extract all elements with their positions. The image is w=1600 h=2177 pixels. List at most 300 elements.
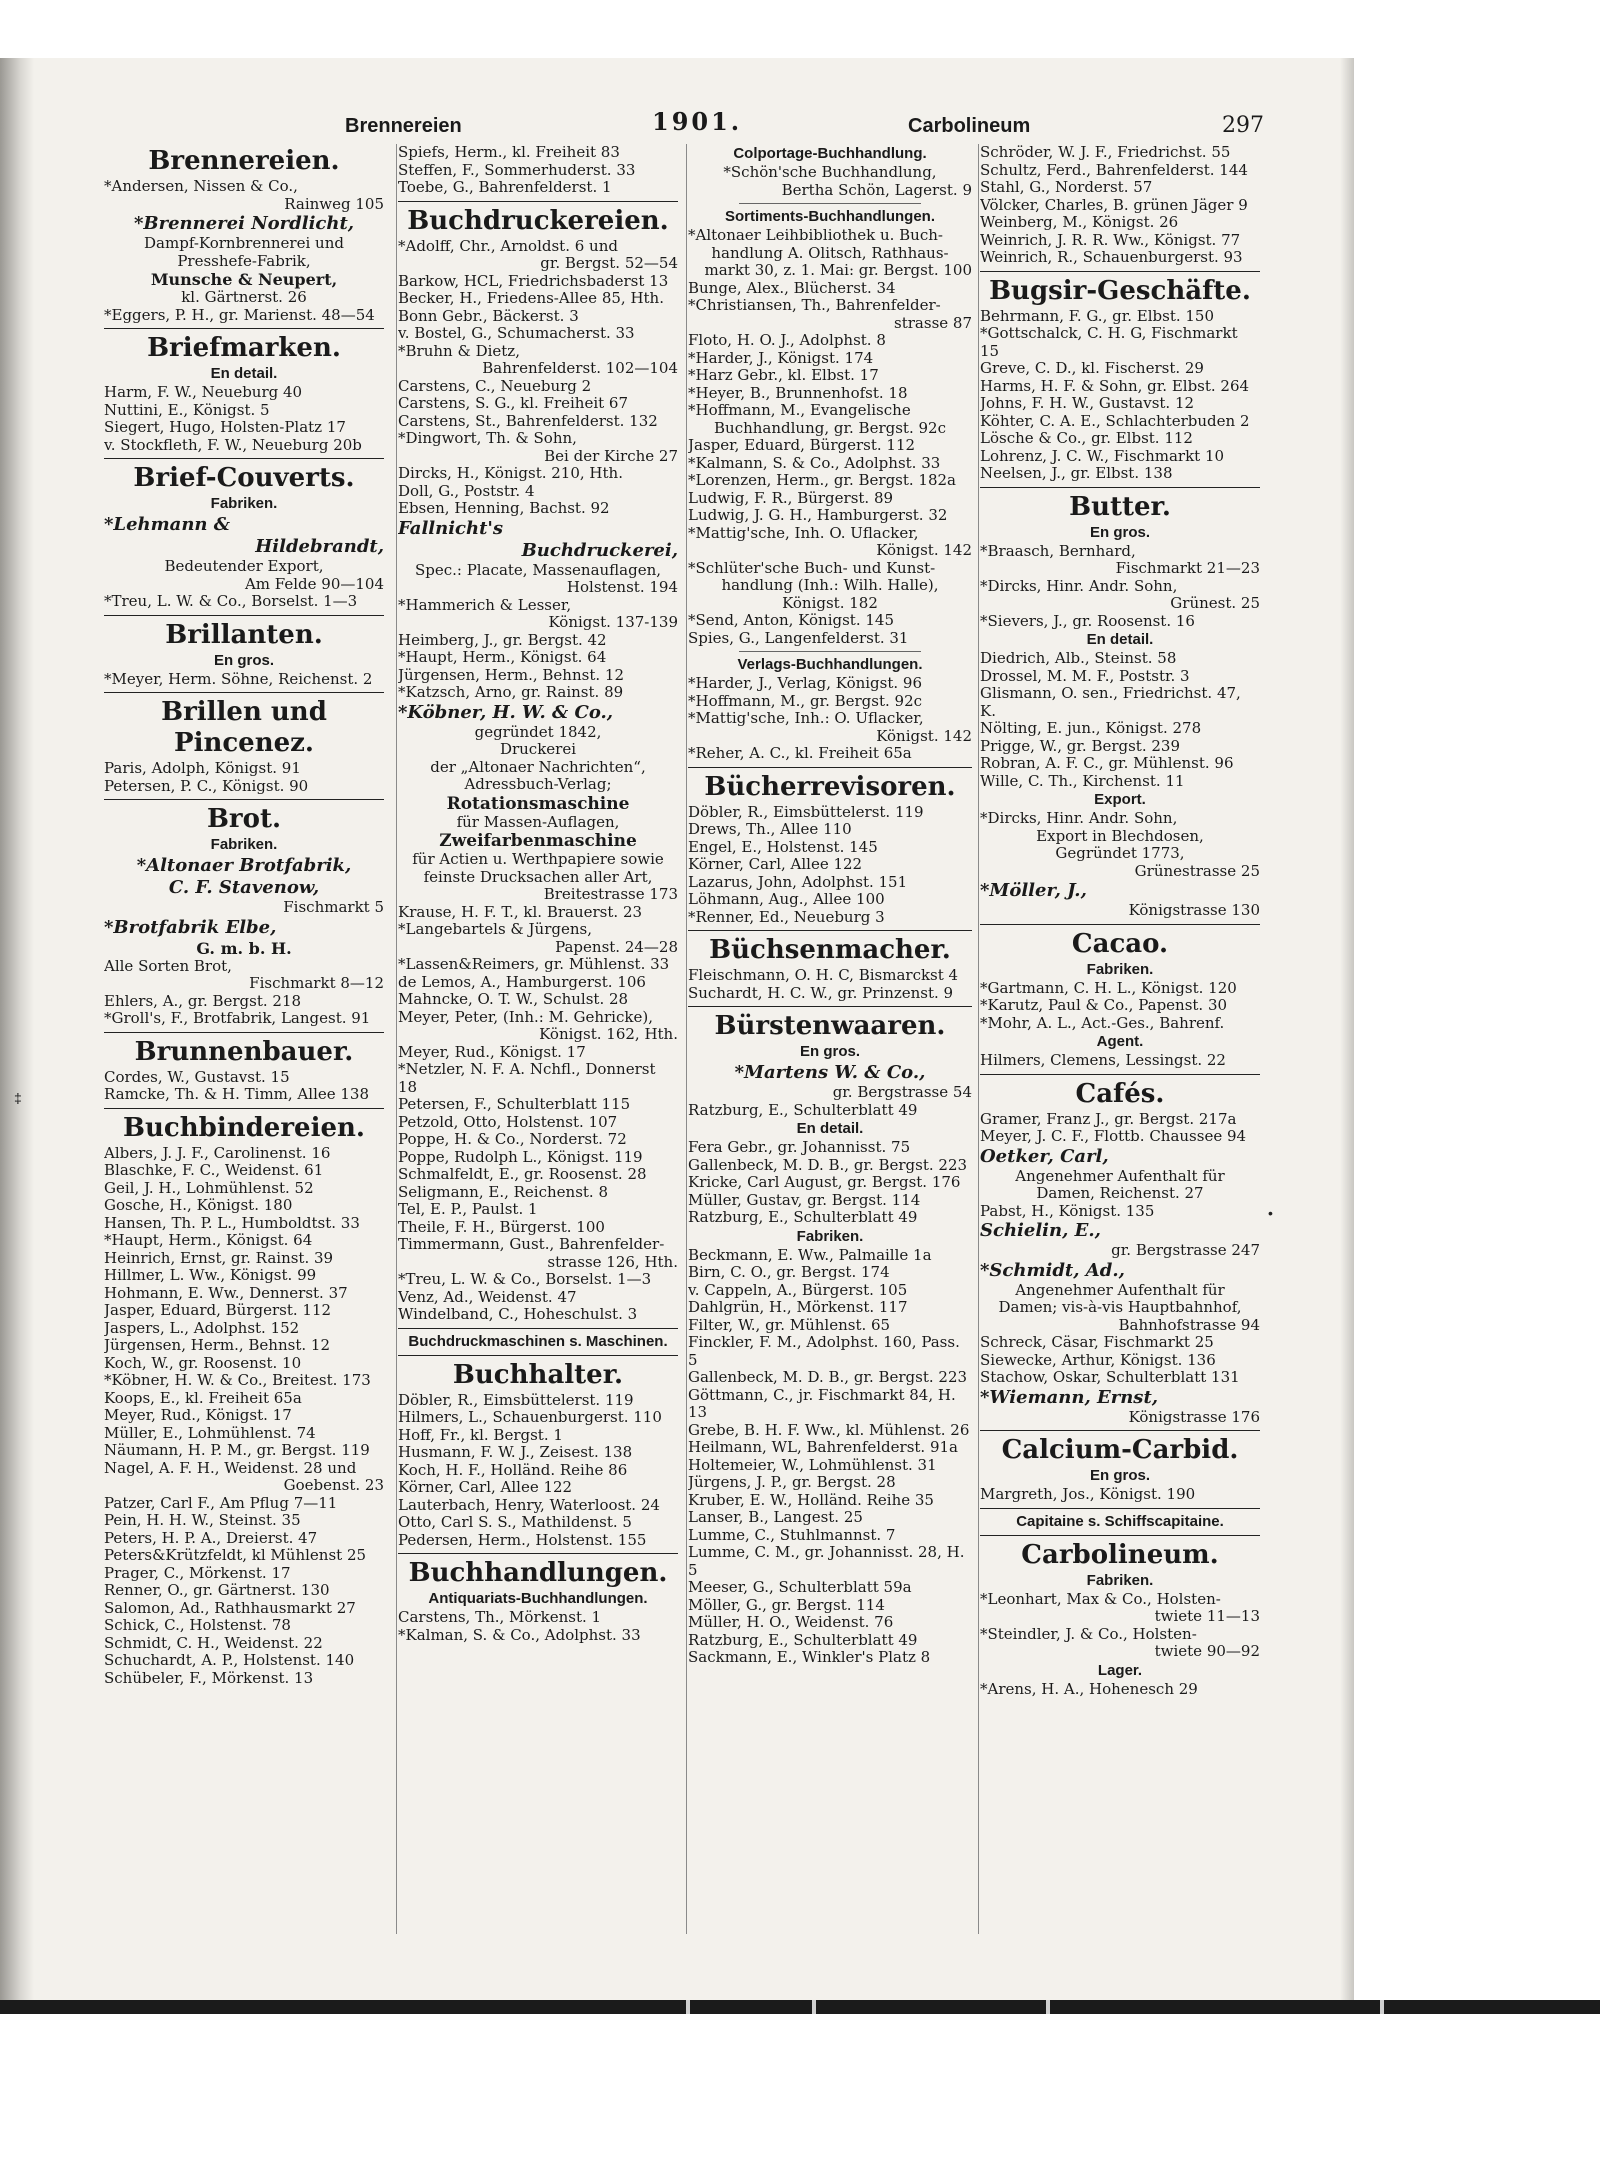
scan-bottom-strip xyxy=(0,2000,1600,2014)
directory-entry-line: Näumann, H. P. M., gr. Bergst. 119 xyxy=(104,1441,370,1459)
subsection-heading: En detail. xyxy=(1086,631,1154,648)
directory-entry-line: Königst. 162, Hth. xyxy=(539,1025,678,1043)
section-heading: Cacao. xyxy=(1071,928,1169,959)
directory-entry-line: Tel, E. P., Paulst. 1 xyxy=(398,1200,538,1218)
directory-entry-line: Dircks, H., Königst. 210, Hth. xyxy=(398,464,623,482)
directory-entry-line: handlung (Inh.: Wilh. Halle), xyxy=(721,576,939,594)
subsection-heading: En gros. xyxy=(213,651,274,669)
directory-entry-line: Suchardt, H. C. W., gr. Prinzenst. 9 xyxy=(688,983,954,1002)
directory-entry-line: Renner, O., gr. Gärtnerst. 130 xyxy=(104,1581,330,1599)
subsection-heading: En gros. xyxy=(1089,523,1150,541)
directory-entry-line: *Altonaer Brotfabrik, xyxy=(136,855,352,876)
section-rule xyxy=(688,1006,972,1007)
directory-entry-line: Petersen, F., Schulterblatt 115 xyxy=(398,1095,631,1113)
directory-entry-line: *Adolff, Chr., Arnoldst. 6 und xyxy=(398,236,618,255)
directory-entry-line: Nölting, E. jun., Königst. 278 xyxy=(980,719,1202,737)
directory-entry-line: Becker, H., Friedens-Allee 85, Hth. xyxy=(398,289,664,307)
directory-entry-line: Ludwig, F. R., Bürgerst. 89 xyxy=(688,488,894,507)
directory-entry-line: Adressbuch-Verlag; xyxy=(464,775,612,793)
directory-entry-line: Bunge, Alex., Blücherst. 34 xyxy=(688,278,896,297)
directory-entry-line: Müller, Gustav, gr. Bergst. 114 xyxy=(688,1190,921,1209)
directory-entry-line: gr. Bergst. 52—54 xyxy=(540,254,678,272)
directory-entry-line: Angenehmer Aufenthalt für xyxy=(1015,1280,1225,1299)
directory-entry-line: Weinrich, R., Schauenburgerst. 93 xyxy=(980,248,1243,266)
directory-entry-line: Margreth, Jos., Königst. 190 xyxy=(980,1485,1196,1503)
running-header-left: Brennereien xyxy=(345,115,462,137)
directory-entry-line: *Renner, Ed., Neueburg 3 xyxy=(688,907,885,926)
directory-entry-line: *Treu, L. W. & Co., Borselst. 1—3 xyxy=(398,1270,652,1288)
directory-entry-line: Patzer, Carl F., Am Pflug 7—11 xyxy=(104,1493,338,1512)
subsection-heading: Fabriken. xyxy=(1086,960,1154,978)
directory-entry-line: Papenst. 24—28 xyxy=(555,937,678,956)
directory-entry-line: Steffen, F., Sommerhuderst. 33 xyxy=(398,160,636,179)
directory-entry-line: Fischmarkt 21—23 xyxy=(1115,559,1260,577)
directory-entry-line: Schröder, W. J. F., Friedrichst. 55 xyxy=(980,144,1231,161)
directory-entry-line: Jürgens, J. P., gr. Bergst. 28 xyxy=(688,1473,896,1491)
subsection-heading: En gros. xyxy=(799,1043,860,1060)
directory-entry-line: Timmermann, Gust., Bahrenfelder- xyxy=(398,1235,665,1253)
section-rule xyxy=(398,1328,678,1329)
directory-entry-line: Peters, H. P. A., Dreierst. 47 xyxy=(104,1528,318,1547)
directory-entry-line: Jürgensen, Herm., Behnst. 12 xyxy=(398,665,624,684)
directory-entry-line: *Groll's, F., Brotfabrik, Langest. 91 xyxy=(104,1009,371,1027)
directory-entry-line: Dampf-Kornbrennerei und xyxy=(144,234,344,252)
directory-entry-line: Krause, H. F. T., kl. Brauerst. 23 xyxy=(398,902,643,921)
directory-entry-line: *Andersen, Nissen & Co., xyxy=(104,177,298,195)
directory-entry-line: *Heyer, B., Brunnenhofst. 18 xyxy=(688,383,908,402)
directory-entry-line: Peters&Krützfeldt, kl Mühlenst 25 xyxy=(104,1546,367,1564)
directory-entry-line: *Möller, J., xyxy=(980,880,1087,901)
subsection-heading: Colportage-Buchhandlung. xyxy=(733,145,927,162)
directory-entry-line: feinste Drucksachen aller Art, xyxy=(423,867,653,886)
directory-entry-line: gegründet 1842, xyxy=(474,722,602,741)
section-rule xyxy=(980,487,1260,488)
directory-entry-line: Breitestrasse 173 xyxy=(543,885,678,903)
directory-entry-line: Blaschke, F. C., Weidenst. 61 xyxy=(104,1161,324,1179)
directory-entry-line: Körner, Carl, Allee 122 xyxy=(398,1478,573,1496)
directory-entry-line: Kruber, E. W., Holländ. Reihe 35 xyxy=(688,1490,934,1509)
directory-entry-line: Barkow, HCL, Friedrichsbaderst 13 xyxy=(398,271,669,290)
section-heading: Bücherrevisoren. xyxy=(704,771,956,802)
directory-entry-line: v. Stockfleth, F. W., Neueburg 20b xyxy=(104,435,362,454)
directory-entry-line: *Karutz, Paul & Co., Papenst. 30 xyxy=(980,996,1228,1014)
subsection-heading: Buchdruckmaschinen s. Maschinen. xyxy=(408,1332,668,1350)
directory-entry-line: Neelsen, J., gr. Elbst. 138 xyxy=(980,464,1173,482)
directory-entry-line: *Haupt, Herm., Königst. 64 xyxy=(104,1231,313,1249)
directory-entry-line: Toebe, G., Bahrenfelderst. 1 xyxy=(398,178,612,196)
section-heading: Brennereien. xyxy=(148,146,340,176)
directory-entry-line: Harm, F. W., Neueburg 40 xyxy=(104,383,303,401)
directory-entry-line: Angenehmer Aufenthalt für xyxy=(1015,1166,1225,1185)
subsection-heading: Fabriken. xyxy=(796,1227,864,1245)
directory-entry-line: Meeser, G., Schulterblatt 59a xyxy=(688,1578,912,1596)
directory-entry-line: Dahlgrün, H., Mörkenst. 117 xyxy=(688,1298,908,1316)
directory-entry-line: v. Bostel, G., Schumacherst. 33 xyxy=(398,324,635,342)
directory-entry-line: Grünest. 25 xyxy=(1170,594,1260,612)
directory-entry-line: Filter, W., gr. Mühlenst. 65 xyxy=(688,1315,891,1334)
directory-entry-line: Schielin, E., xyxy=(980,1220,1101,1241)
section-rule xyxy=(980,271,1260,272)
directory-entry-line: *Kalmann, S. & Co., Adolphst. 33 xyxy=(688,453,941,472)
directory-entry-line: Fallnicht's xyxy=(398,517,504,539)
directory-entry-line: Meyer, Peter, (Inh.: M. Gehricke), xyxy=(398,1007,653,1026)
directory-entry-line: Lösche & Co., gr. Elbst. 112 xyxy=(980,429,1193,447)
directory-entry-line: *Lassen&Reimers, gr. Mühlenst. 33 xyxy=(398,955,670,973)
directory-entry-line: Poppe, Rudolph L., Königst. 119 xyxy=(398,1147,643,1166)
directory-entry-line: Seligmann, E., Reichenst. 8 xyxy=(398,1182,608,1201)
directory-entry-line: Wille, C. Th., Kirchenst. 11 xyxy=(980,771,1185,790)
directory-entry-line: Schick, C., Holstenst. 78 xyxy=(104,1616,291,1634)
directory-entry-line: Königstrasse 130 xyxy=(1128,901,1260,919)
directory-entry-line: *Treu, L. W. & Co., Borselst. 1—3 xyxy=(104,592,358,610)
directory-entry-line: Lanser, B., Langest. 25 xyxy=(688,1508,863,1526)
directory-entry-line: Lohrenz, J. C. W., Fischmarkt 10 xyxy=(980,446,1225,465)
directory-entry-line: Buchdruckerei, xyxy=(521,539,678,561)
directory-entry-line: *Mattig'sche, Inh. O. Uflacker, xyxy=(688,523,919,542)
directory-entry-line: Holstenst. 194 xyxy=(566,578,678,596)
directory-entry-line: gr. Bergstrasse 54 xyxy=(832,1083,972,1101)
directory-entry-line: *Langebartels & Jürgens, xyxy=(398,920,592,938)
directory-entry-line: *Dingwort, Th. & Sohn, xyxy=(398,429,577,447)
directory-entry-line: Husmann, F. W. J., Zeisest. 138 xyxy=(398,1443,633,1461)
directory-entry-line: *Sievers, J., gr. Roosenst. 16 xyxy=(980,611,1195,630)
directory-entry-line: Stachow, Oskar, Schulterblatt 131 xyxy=(980,1368,1240,1386)
section-rule xyxy=(980,1535,1260,1536)
page-number: 297 xyxy=(1222,113,1264,138)
scan-strip-notch xyxy=(812,2000,816,2014)
directory-entry-line: Hildebrandt, xyxy=(255,536,384,557)
directory-entry-line: Bertha Schön, Lagerst. 9 xyxy=(781,180,972,199)
subsection-heading: Agent. xyxy=(1096,1033,1144,1050)
subsection-heading: En detail. xyxy=(796,1120,864,1137)
directory-entry-line: Sackmann, E., Winkler's Platz 8 xyxy=(688,1648,931,1666)
directory-entry-line: Presshefe-Fabrik, xyxy=(177,251,311,270)
directory-entry-line: Spies, G., Langenfelderst. 31 xyxy=(688,628,909,647)
directory-entry-line: Spec.: Placate, Massenauflagen, xyxy=(414,560,662,579)
directory-entry-line: Hilmers, L., Schauenburgerst. 110 xyxy=(398,1408,662,1426)
directory-entry-line: Königstrasse 176 xyxy=(1128,1407,1260,1426)
directory-entry-line: twiete 90—92 xyxy=(1154,1642,1260,1660)
subsection-heading: Export. xyxy=(1094,791,1146,808)
section-heading: Brillanten. xyxy=(165,619,323,650)
directory-entry-line: Jürgensen, Herm., Behnst. 12 xyxy=(104,1336,330,1354)
directory-entry-line: Völcker, Charles, B. grünen Jäger 9 xyxy=(980,195,1248,214)
section-rule xyxy=(104,799,384,800)
directory-entry-line: Petersen, P. C., Königst. 90 xyxy=(104,776,309,795)
directory-entry-line: Harms, H. F. & Sohn, gr. Elbst. 264 xyxy=(980,376,1250,395)
directory-entry-line: Nagel, A. F. H., Weidenst. 28 und xyxy=(104,1458,357,1477)
directory-entry-line: C. F. Stavenow, xyxy=(168,877,320,898)
directory-entry-line: *Schmidt, Ad., xyxy=(980,1259,1125,1281)
directory-entry-line: Nuttini, E., Königst. 5 xyxy=(104,400,270,419)
section-rule xyxy=(980,924,1260,925)
directory-entry-line: *Arens, H. A., Hohenesch 29 xyxy=(980,1679,1198,1698)
subsection-heading: Verlags-Buchhandlungen. xyxy=(737,656,923,673)
directory-entry-line: Schuchardt, A. P., Holstenst. 140 xyxy=(104,1651,355,1669)
directory-entry-line: *Brennerei Nordlicht, xyxy=(133,213,355,234)
directory-entry-line: Floto, H. O. J., Adolphst. 8 xyxy=(688,331,886,349)
directory-entry-line: Carstens, C., Neueburg 2 xyxy=(398,376,592,395)
directory-entry-line: v. Cappeln, A., Bürgerst. 105 xyxy=(688,1280,908,1299)
directory-entry-line: *Wiemann, Ernst, xyxy=(980,1386,1159,1408)
directory-entry-line: *Harder, J., Verlag, Königst. 96 xyxy=(688,674,923,692)
section-heading: Carbolineum. xyxy=(1021,1539,1219,1570)
section-rule xyxy=(104,692,384,693)
short-rule xyxy=(739,203,921,204)
directory-entry-line: Gallenbeck, M. D. B., gr. Bergst. 223 xyxy=(688,1368,968,1386)
scan-strip-notch xyxy=(686,2000,690,2014)
directory-entry-line: der „Altonaer Nachrichten“, xyxy=(430,757,646,776)
directory-entry-line: für Actien u. Werthpapiere sowie xyxy=(412,850,664,868)
directory-entry-line: Mahncke, O. T. W., Schulst. 28 xyxy=(398,990,629,1008)
directory-entry-line: Venz, Ad., Weidenst. 47 xyxy=(398,1287,577,1306)
directory-entry-line: Siewecke, Arthur, Königst. 136 xyxy=(980,1350,1216,1369)
section-heading: Brief-Couverts. xyxy=(133,463,355,493)
directory-entry-line: *Schön'sche Buchhandlung, xyxy=(723,163,937,181)
section-heading: Brillen und Pincenez. xyxy=(161,697,327,758)
section-rule xyxy=(688,930,972,931)
directory-entry-line: Fischmarkt 8—12 xyxy=(249,974,384,992)
directory-entry-line: Lumme, C. M., gr. Johannisst. 28, H. 5 xyxy=(688,1543,965,1579)
directory-entry-line: Königst. 137-139 xyxy=(548,613,678,631)
directory-entry-line: Bei der Kirche 27 xyxy=(544,446,678,465)
section-rule xyxy=(398,1553,678,1554)
directory-entry-line: *Kalman, S. & Co., Adolphst. 33 xyxy=(398,1625,641,1644)
directory-entry-line: strasse 87 xyxy=(894,313,972,332)
directory-entry-line: Damen, Reichenst. 27 xyxy=(1036,1184,1204,1202)
directory-entry-line: Meyer, Rud., Königst. 17 xyxy=(104,1406,292,1424)
directory-entry-line: Prager, C., Mörkenst. 17 xyxy=(104,1563,291,1582)
directory-entry-line: Drews, Th., Allee 110 xyxy=(688,820,852,838)
directory-entry-line: Weinberg, M., Königst. 26 xyxy=(980,213,1179,231)
directory-entry-line: Ludwig, J. G. H., Hamburgerst. 32 xyxy=(688,506,948,524)
section-rule xyxy=(104,615,384,616)
directory-entry-line: *Brotfabrik Elbe, xyxy=(104,916,277,938)
directory-entry-line: Cordes, W., Gustavst. 15 xyxy=(104,1067,290,1086)
directory-entry-line: Windelband, C., Hoheschulst. 3 xyxy=(398,1305,638,1323)
directory-entry-line: Otto, Carl S. S., Mathildenst. 5 xyxy=(398,1513,632,1531)
directory-entry-line: Rainweg 105 xyxy=(284,194,384,213)
directory-entry-line: Stahl, G., Norderst. 57 xyxy=(980,178,1153,196)
section-heading: Büchsenmacher. xyxy=(709,935,951,965)
directory-entry-line: Schmidt, C. H., Weidenst. 22 xyxy=(104,1633,323,1652)
directory-entry-line: Koch, H. F., Holländ. Reihe 86 xyxy=(398,1460,628,1479)
directory-entry-line: Lauterbach, Henry, Waterloost. 24 xyxy=(398,1495,660,1514)
directory-entry-line: Jaspers, L., Adolphst. 152 xyxy=(104,1318,300,1337)
scan-strip-notch xyxy=(1046,2000,1050,2014)
directory-entry-line: Heilmann, WL, Bahrenfelderst. 91a xyxy=(688,1438,958,1456)
directory-entry-line: Jasper, Eduard, Bürgerst. 112 xyxy=(688,436,916,454)
directory-entry-line: Döbler, R., Eimsbüttelerst. 119 xyxy=(688,802,924,821)
directory-entry-line: Lazarus, John, Adolphst. 151 xyxy=(688,872,908,891)
directory-entry-line: Drossel, M. M. F., Poststr. 3 xyxy=(980,666,1190,685)
directory-entry-line: Bedeutender Export, xyxy=(164,557,324,575)
directory-entry-line: Döbler, R., Eimsbüttelerst. 119 xyxy=(398,1390,634,1409)
directory-entry-line: Doll, G., Poststr. 4 xyxy=(398,481,535,500)
directory-entry-line: Rotationsmaschine xyxy=(446,793,630,814)
binding-shadow xyxy=(0,58,34,2000)
directory-entry-line: Köhter, C. A. E., Schlachterbuden 2 xyxy=(980,411,1250,430)
column-1 xyxy=(104,144,384,1934)
directory-entry-line: *Reher, A. C., kl. Freiheit 65a xyxy=(688,744,912,762)
directory-entry-line: Beckmann, E. Ww., Palmaille 1a xyxy=(688,1245,932,1264)
directory-entry-line: Diedrich, Alb., Steinst. 58 xyxy=(980,649,1177,667)
directory-entry-line: Hoff, Fr., kl. Bergst. 1 xyxy=(398,1425,563,1444)
directory-entry-line: Löhmann, Aug., Allee 100 xyxy=(688,890,885,908)
subsection-heading: Lager. xyxy=(1097,1661,1143,1679)
directory-entry-line: Greve, C. D., kl. Fischerst. 29 xyxy=(980,359,1204,377)
directory-entry-line: Meyer, Rud., Königst. 17 xyxy=(398,1042,586,1061)
directory-entry-line: Schübeler, F., Mörkenst. 13 xyxy=(104,1668,314,1687)
directory-entry-line: *Harz Gebr., kl. Elbst. 17 xyxy=(688,366,879,384)
directory-entry-line: Lumme, C., Stuhlmannst. 7 xyxy=(688,1525,896,1544)
directory-entry-line: Fischmarkt 5 xyxy=(283,898,384,916)
directory-entry-line: Paris, Adolph, Königst. 91 xyxy=(104,759,301,777)
directory-entry-line: Zweifarbenmaschine xyxy=(439,831,637,851)
directory-entry-line: markt 30, z. 1. Mai: gr. Bergst. 100 xyxy=(704,261,972,279)
directory-entry-line: *Haupt, Herm., Königst. 64 xyxy=(398,648,607,666)
short-rule xyxy=(739,651,921,652)
column-divider xyxy=(396,144,397,1934)
running-header-right: Carbolineum xyxy=(908,115,1031,137)
directory-entry-line: Buchhandlung, gr. Bergst. 92c xyxy=(714,418,946,437)
section-heading: Brunnenbauer. xyxy=(134,1036,354,1067)
directory-entry-line: Ratzburg, E., Schulterblatt 49 xyxy=(688,1630,918,1649)
directory-entry-line: Schmalfeldt, E., gr. Roosenst. 28 xyxy=(398,1165,647,1183)
directory-entry-line: Heimberg, J., gr. Bergst. 42 xyxy=(398,630,607,649)
directory-entry-line: Ramcke, Th. & H. Timm, Allee 138 xyxy=(104,1085,370,1103)
directory-entry-line: Pedersen, Herm., Holstenst. 155 xyxy=(398,1530,647,1549)
directory-entry-line: *Dircks, Hinr. Andr. Sohn, xyxy=(980,576,1178,595)
page-edge-shadow xyxy=(1340,58,1354,2000)
directory-entry-line: Schreck, Cäsar, Fischmarkt 25 xyxy=(980,1333,1214,1351)
section-heading: Buchdruckereien. xyxy=(407,205,669,236)
subsection-heading: Antiquariats-Buchhandlungen. xyxy=(428,1590,648,1607)
subsection-heading: Fabriken. xyxy=(1086,1571,1154,1589)
directory-entry-line: Müller, H. O., Weidenst. 76 xyxy=(688,1613,894,1631)
directory-entry-line: Koops, E., kl. Freiheit 65a xyxy=(104,1388,302,1407)
directory-entry-line: Carstens, S. G., kl. Freiheit 67 xyxy=(398,394,629,412)
section-rule xyxy=(104,328,384,329)
directory-entry-line: Ratzburg, E., Schulterblatt 49 xyxy=(688,1208,918,1226)
column-divider xyxy=(686,144,687,1934)
section-rule xyxy=(104,1108,384,1109)
section-heading: Buchhandlungen. xyxy=(408,1558,668,1588)
directory-entry-line: *Gartmann, C. H. L., Königst. 120 xyxy=(980,978,1237,997)
directory-entry-line: Export in Blechdosen, xyxy=(1036,826,1204,845)
directory-entry-line: Engel, E., Holstenst. 145 xyxy=(688,837,878,856)
directory-entry-line: *Leonhart, Max & Co., Holsten- xyxy=(980,1589,1221,1608)
directory-entry-line: Prigge, W., gr. Bergst. 239 xyxy=(980,736,1181,755)
directory-entry-line: Gallenbeck, M. D. B., gr. Bergst. 223 xyxy=(688,1155,968,1174)
directory-entry-line: Alle Sorten Brot, xyxy=(104,956,232,975)
directory-entry-line: Ratzburg, E., Schulterblatt 49 xyxy=(688,1100,918,1119)
subsection-heading: Capitaine s. Schiffscapitaine. xyxy=(1016,1512,1224,1530)
directory-entry-line: Grebe, B. H. F. Ww., kl. Mühlenst. 26 xyxy=(688,1420,970,1439)
directory-entry-line: twiete 11—13 xyxy=(1154,1607,1260,1625)
directory-entry-line: *Lorenzen, Herm., gr. Bergst. 182a xyxy=(688,471,957,489)
directory-entry-line: Gramer, Franz J., gr. Bergst. 217a xyxy=(980,1109,1237,1128)
right-margin-mark: • xyxy=(1268,1205,1273,1221)
subsection-heading: En detail. xyxy=(210,365,278,382)
column-2 xyxy=(398,144,678,1934)
section-rule xyxy=(980,1074,1260,1075)
section-rule xyxy=(104,458,384,459)
directory-entry-line: für Massen-Auflagen, xyxy=(456,812,620,831)
section-heading: Butter. xyxy=(1069,491,1171,522)
directory-entry-line: Poppe, H. & Co., Norderst. 72 xyxy=(398,1130,627,1148)
directory-entry-line: Bonn Gebr., Bäckerst. 3 xyxy=(398,306,579,325)
directory-entry-line: Hillmer, L. Ww., Königst. 99 xyxy=(104,1266,317,1284)
directory-entry-line: Albers, J. J. F., Carolinenst. 16 xyxy=(104,1143,331,1162)
directory-entry-line: *Schlüter'sche Buch- und Kunst- xyxy=(688,558,936,577)
directory-entry-line: Weinrich, J. R. R. Ww., Königst. 77 xyxy=(980,230,1241,249)
section-rule xyxy=(104,1032,384,1033)
directory-entry-line: Gosche, H., Königst. 180 xyxy=(104,1196,293,1214)
directory-entry-line: Behrmann, F. G., gr. Elbst. 150 xyxy=(980,306,1215,325)
directory-entry-line: kl. Gärtnerst. 26 xyxy=(181,288,307,306)
directory-entry-line: Spiefs, Herm., kl. Freiheit 83 xyxy=(398,144,620,161)
directory-entry-line: *Harder, J., Königst. 174 xyxy=(688,348,874,367)
left-margin-mark: ‡ xyxy=(14,1090,22,1106)
column-3 xyxy=(688,144,972,1934)
directory-entry-line: *Köbner, H. W. & Co., xyxy=(398,701,614,723)
directory-entry-line: Am Felde 90—104 xyxy=(244,574,384,593)
directory-entry-line: Salomon, Ad., Rathhausmarkt 27 xyxy=(104,1598,356,1617)
directory-entry-line: Grünestrasse 25 xyxy=(1134,861,1260,880)
directory-entry-line: *Send, Anton, Königst. 145 xyxy=(688,611,894,629)
directory-entry-line: Königst. 182 xyxy=(782,593,878,612)
directory-entry-line: Königst. 142 xyxy=(876,541,972,559)
directory-entry-line: Gegründet 1773, xyxy=(1055,844,1185,862)
directory-entry-line: *Lehmann & xyxy=(104,514,231,535)
directory-entry-line: Hansen, Th. P. L., Humboldtst. 33 xyxy=(104,1213,360,1232)
subsection-heading: Fabriken. xyxy=(210,495,278,512)
section-heading: Buchbindereien. xyxy=(123,1112,365,1143)
directory-entry-line: Geil, J. H., Lohmühlenst. 52 xyxy=(104,1178,314,1197)
directory-entry-line: Jasper, Eduard, Bürgerst. 112 xyxy=(104,1301,332,1319)
directory-entry-line: *Christiansen, Th., Bahrenfelder- xyxy=(688,296,941,314)
directory-entry-line: *Köbner, H. W. & Co., Breitest. 173 xyxy=(104,1371,371,1389)
directory-entry-line: Schultz, Ferd., Bahrenfelderst. 144 xyxy=(980,160,1248,179)
directory-entry-line: Oetker, Carl, xyxy=(980,1145,1109,1167)
directory-entry-line: Göttmann, C., jr. Fischmarkt 84, H. 13 xyxy=(688,1385,956,1421)
directory-entry-line: Robran, A. F. C., gr. Mühlenst. 96 xyxy=(980,754,1234,772)
directory-entry-line: *Meyer, Herm. Söhne, Reichenst. 2 xyxy=(104,669,373,688)
directory-entry-line: Königst. 142 xyxy=(876,726,972,745)
section-heading: Bugsir-Geschäfte. xyxy=(989,275,1251,306)
directory-entry-line: Theile, F. H., Bürgerst. 100 xyxy=(398,1217,605,1236)
section-rule xyxy=(688,767,972,768)
directory-entry-line: Möller, G., gr. Bergst. 114 xyxy=(688,1595,885,1614)
directory-entry-line: *Steindler, J. & Co., Holsten- xyxy=(980,1624,1197,1643)
directory-entry-line: Hilmers, Clemens, Lessingst. 22 xyxy=(980,1051,1226,1069)
directory-entry-line: *Martens W. & Co., xyxy=(734,1062,926,1083)
section-heading: Cafés. xyxy=(1075,1078,1165,1109)
section-rule xyxy=(398,201,678,202)
directory-entry-line: Fera Gebr., gr. Johannisst. 75 xyxy=(688,1138,911,1156)
directory-entry-line: Carstens, St., Bahrenfelderst. 132 xyxy=(398,411,658,430)
column-4 xyxy=(980,144,1260,1934)
directory-entry-line: *Dircks, Hinr. Andr. Sohn, xyxy=(980,809,1178,827)
section-heading: Buchhalter. xyxy=(452,1359,624,1390)
directory-entry-line: Carstens, Th., Mörkenst. 1 xyxy=(398,1608,602,1626)
directory-entry-line: Fleischmann, O. H. C, Bismarckst 4 xyxy=(688,966,959,984)
directory-entry-line: Druckerei xyxy=(499,740,577,758)
directory-entry-line: Siegert, Hugo, Holsten-Platz 17 xyxy=(104,418,346,436)
directory-entry-line: Heinrich, Ernst, gr. Rainst. 39 xyxy=(104,1248,334,1267)
section-heading: Brot. xyxy=(206,804,282,834)
